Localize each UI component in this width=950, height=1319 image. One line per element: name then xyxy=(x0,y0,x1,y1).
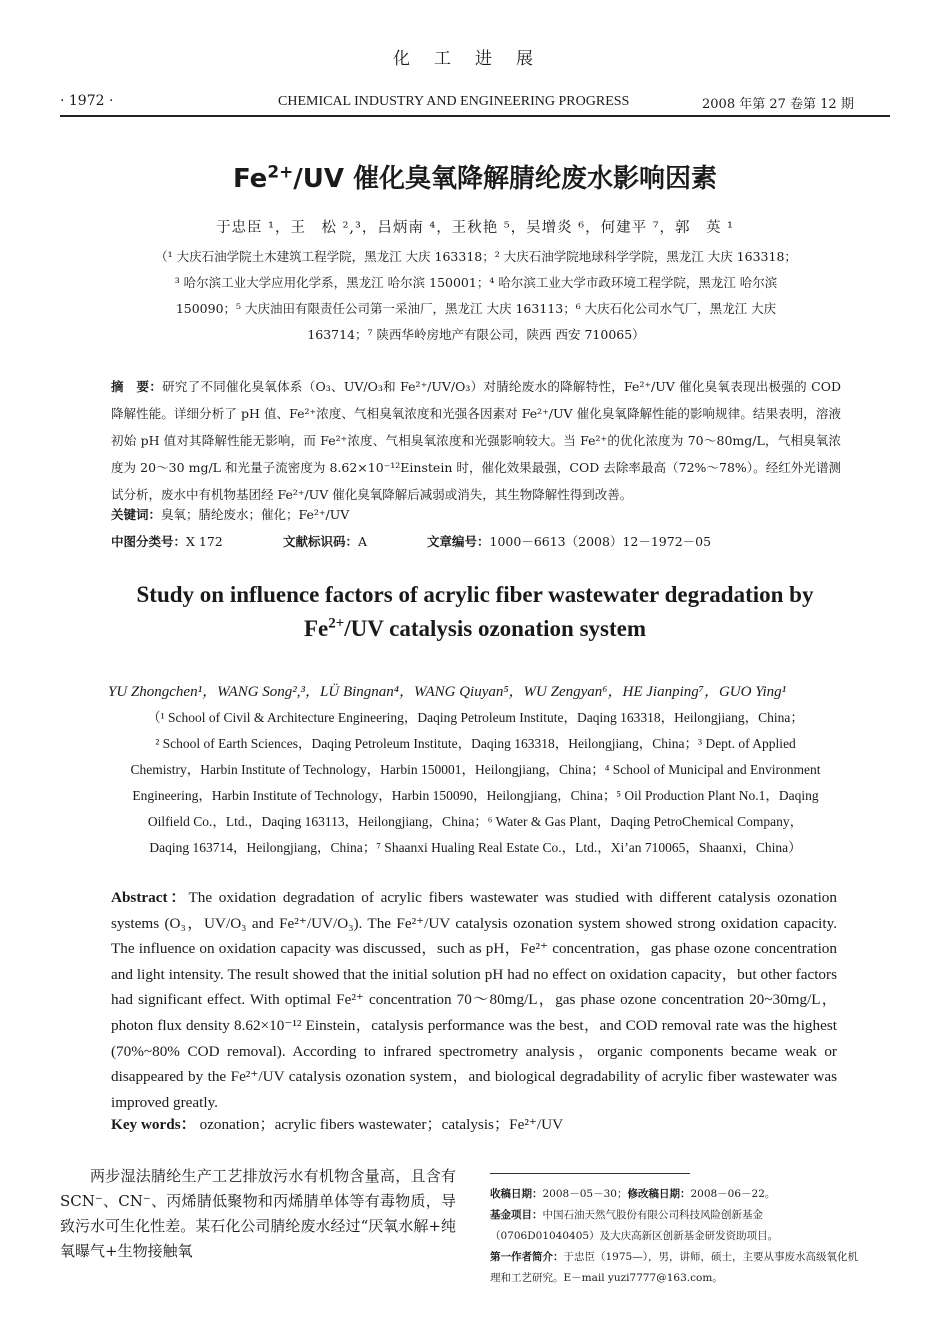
journal-name-en: CHEMICAL INDUSTRY AND ENGINEERING PROGRESS xyxy=(278,94,630,109)
page-number: · 1972 · xyxy=(60,93,114,109)
affil-cn-line: 163714；⁷ 陕西华岭房地产有限公司，陕西 西安 710065） xyxy=(307,327,645,342)
authors-en: YU Zhongchen¹，WANG Song²,³，LÜ Bingnan⁴，WANG Qiuyan⁵，WU Zengyan⁶，HE Jianping⁷，GUO Ying¹ xyxy=(108,684,787,700)
header-rule xyxy=(60,115,890,117)
abstract-en-text: The oxidation degradation of acrylic fibers wastewater was studied with different catalysis ozonation systems (O₃，UV/O₃ and Fe²⁺/UV/O₃). The Fe²⁺/UV catalysis ozonation system showed strong oxidation capacity. The influence on oxidation capacity was discussed，such as pH，Fe²⁺ concentration，gas phase ozone concentration and light intensity. The result showed that the initial solution pH had no effect on oxidation capacity，but other factors had significant effect. With optimal Fe²⁺ concentration 70～80mg/L，gas phase ozone concentration 20~30mg/L，photon flux density 8.62×10⁻¹² Einstein，catalysis performance was the best，and COD removal rate was the highest (70%~80% COD removal). According to infrared spectrometry analysis，organic components became weak or disappeared by the Fe²⁺/UV catalysis ozonation system，and biological degradability of acrylic fiber wastewater was improved greatly. xyxy=(111,889,837,1111)
affil-en-line: Engineering，Harbin Institute of Technology，Harbin 150090，Heilongjiang，China；⁵ Oil Production Plant No.1，Daqing xyxy=(132,788,819,803)
footnote-dates: 收稿日期：2008－05－30；修改稿日期：2008－06－22。 xyxy=(490,1188,776,1200)
affil-en-line: （¹ School of Civil & Architecture Engineering，Daqing Petroleum Institute，Daqing 163318，Heilongjiang，China； xyxy=(147,710,804,725)
affil-cn-line: 150090；⁵ 大庆油田有限责任公司第一采油厂，黑龙江 大庆 163113；⁶ 大庆石化公司水气厂，黑龙江 大庆 xyxy=(175,301,777,316)
footnotes xyxy=(490,1184,865,1289)
affil-cn-line: （¹ 大庆石油学院土木建筑工程学院，黑龙江 大庆 163318；² 大庆石油学院地球科学学院，黑龙江 大庆 163318； xyxy=(155,249,797,264)
abstract-cn-text: 研究了不同催化臭氧体系（O₃、UV/O₃和 Fe²⁺/UV/O₃）对腈纶废水的降解特性，Fe²⁺/UV 催化臭氧表现出极强的 COD 降解性能。详细分析了 pH 值、Fe²⁺浓度、气相臭氧浓度和光强各因素对 Fe²⁺/UV 催化臭氧降解性能的影响规律。结果表明，溶液初始 pH 值对其降解性能无影响，而 Fe²⁺浓度、气相臭氧浓度和光强影响较大。当 Fe²⁺的优化浓度为 70～80mg/L，气相臭氧浓度为 20～30 mg/L 和光量子流密度为 8.62×10⁻¹²Einstein 时，催化效果最强，COD 去除率最高（72%～78%）。经红外光谱测试分析，废水中有机物基团经 Fe²⁺/UV 催化臭氧降解后减弱或消失，其生物降解性得到改善。 xyxy=(111,379,841,502)
affiliations-en xyxy=(108,705,843,861)
title-cn: $Fe^{2+}/UV$ 催化臭氧降解腈纶废水影响因素 xyxy=(232,161,718,194)
abstract-en-label: Abstract： xyxy=(111,889,189,906)
authors-cn: 于忠臣 ¹，王 松 ²,³，吕炳南 ⁴，王秋艳 ⁵，吴增炎 ⁶，何建平 ⁷，郭 英 ¹ xyxy=(216,220,734,236)
affiliations-cn xyxy=(110,244,842,348)
affil-cn-line: ³ 哈尔滨工业大学应用化学系，黑龙江 哈尔滨 150001；⁴ 哈尔滨工业大学市政环境工程学院，黑龙江 哈尔滨 xyxy=(174,275,778,290)
title-en: Study on influence factors of acrylic fiber wastewater degradation by $Fe^{2+}/UV$ catalysis ozonation system xyxy=(136,582,814,641)
article-number: 文章编号：1000－6613（2008）12－1972－05 xyxy=(427,534,712,549)
footnote-fund: 基金项目：中国石油天然气股份有限公司科技风险创新基金（0706D01040405）及大庆高新区创新基金研发资助项目。 xyxy=(490,1209,779,1242)
keywords-en: Key words： ozonation；acrylic fibers wastewater；catalysis；Fe²⁺/UV xyxy=(111,1116,564,1133)
clc-code: 中图分类号：X 172 xyxy=(111,534,223,549)
footnote-author: 第一作者简介：于忠臣（1975—），男，讲师，硕士，主要从事废水高级氧化机理和工艺研究。E－mail yuzi7777@163.com。 xyxy=(490,1251,858,1284)
abstract-en xyxy=(111,885,837,1115)
abstract-cn xyxy=(111,373,841,508)
affil-en-line: Daqing 163714，Heilongjiang，China；⁷ Shaanxi Hualing Real Estate Co.，Ltd.，Xi’an 710065，Shaanxi，China） xyxy=(149,840,802,855)
body-paragraph: 两步湿法腈纶生产工艺排放污水有机物含量高，且含有 SCN⁻、CN⁻、丙烯腈低聚物和丙烯腈单体等有毒物质，导致污水可生化性差。某石化公司腈纶废水经过“厌氧水解+纯氧曝气+生物接触氧 xyxy=(60,1167,456,1260)
journal-name-cn: 化工进展 xyxy=(393,49,557,69)
keywords-cn: 关键词：臭氧；腈纶废水；催化；Fe²⁺/UV xyxy=(111,507,350,522)
affil-en-line: ² School of Earth Sciences，Daqing Petroleum Institute，Daqing 163318，Heilongjiang，China；³ Dept. of Applied xyxy=(155,736,796,751)
affil-en-line: Chemistry，Harbin Institute of Technology，Harbin 150001，Heilongjiang，China；⁴ School of Municipal and Environment xyxy=(130,762,821,777)
abstract-cn-label: 摘 要： xyxy=(111,379,163,394)
affil-en-line: Oilfield Co.，Ltd.，Daqing 163113，Heilongjiang，China；⁶ Water & Gas Plant，Daqing PetroChemical Company， xyxy=(147,814,804,829)
issue-info: 2008 年第 27 卷第 12 期 xyxy=(702,97,854,112)
doc-code: 文献标识码：A xyxy=(283,534,368,549)
footnote-rule xyxy=(490,1173,690,1174)
